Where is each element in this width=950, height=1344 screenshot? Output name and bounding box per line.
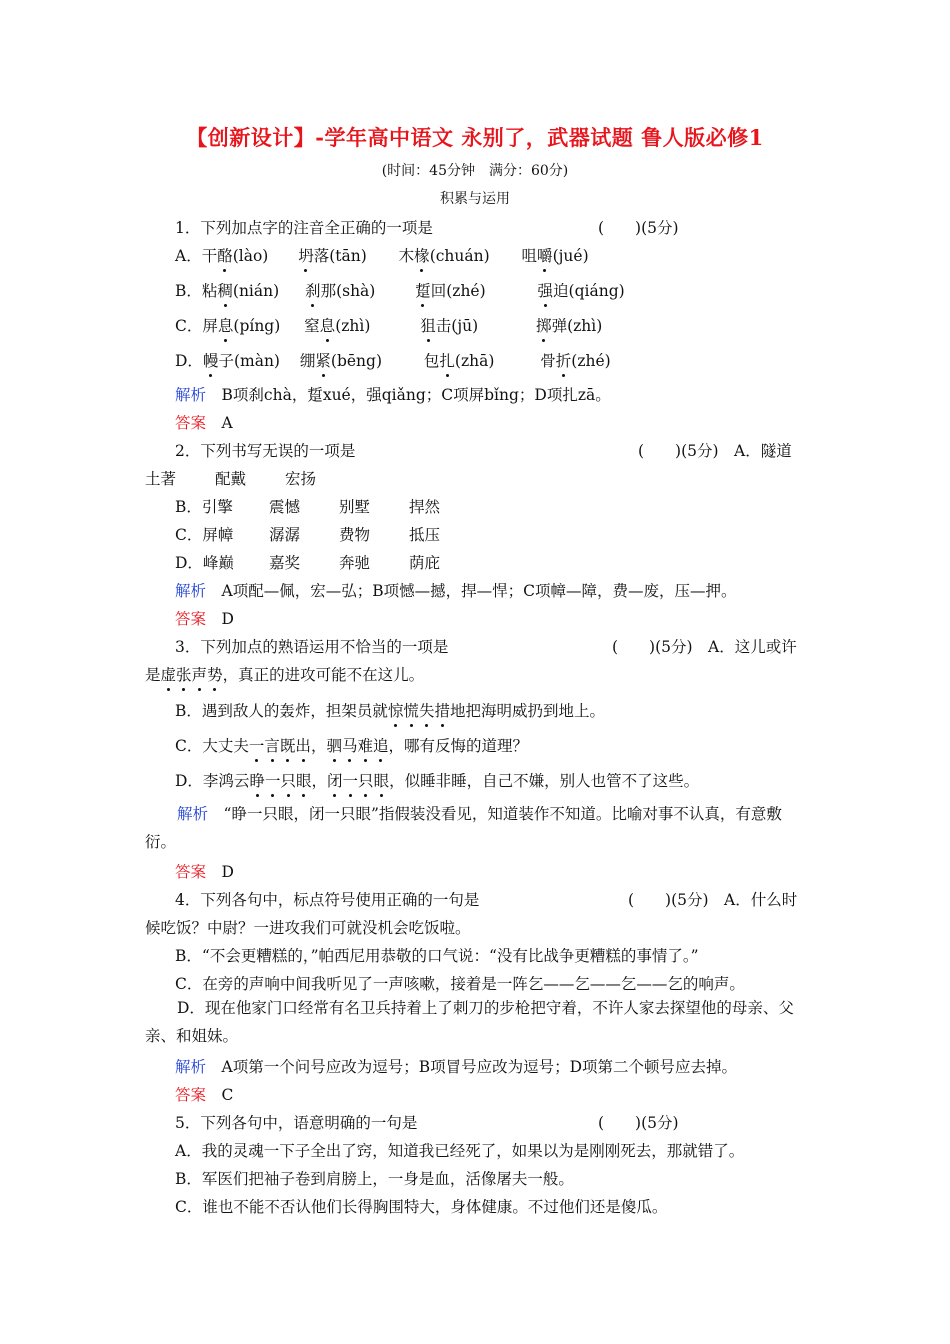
q2-option-d: D．峰巅 嘉奖 奔驰 荫庇 xyxy=(175,554,441,572)
q5-option-c: C．谁也不能不否认他们长得胸围特大，身体健康。不过他们还是傻瓜。 xyxy=(175,1198,668,1216)
section-heading: 积累与运用 xyxy=(440,191,510,207)
q4-option-d: D．现在他家门口经常有名卫兵持着上了刺刀的步枪把守着，不许人家去探望他的母亲、父亲、和姐妹。 xyxy=(145,999,794,1045)
dotted-idiom: 睁一只眼，闭一只眼 xyxy=(249,772,389,790)
q3-option-b: B．遇到敌人的轰炸，担架员就惊慌失措地把海明威扔到地上。 xyxy=(175,699,605,721)
q4-option-b: B．“不会更糟糕的，”帕西尼用恭敬的口气说：“没有比战争更糟糕的事情了。” xyxy=(175,947,699,965)
q4-blank: ( )(5分) A．什么时 xyxy=(628,891,798,909)
q1-stem: 1．下列加点字的注音全正确的一项是 xyxy=(175,219,433,237)
q2-stem: 2．下列书写无误的一项是 xyxy=(175,442,356,460)
q2-option-c: C．屏幛 潺潺 费物 抵压 xyxy=(175,526,441,544)
document-title: 【创新设计】-学年高中语文 永别了，武器试题 鲁人版必修1 xyxy=(186,125,764,150)
q2-blank: ( )(5分) A．隧道 xyxy=(638,442,792,460)
q4-analysis: 解析 A项第一个问号应改为逗号；B项冒号应改为逗号；D项第二个顿号应去掉。 xyxy=(175,1058,738,1076)
q3-analysis: 解析 “睁一只眼，闭一只眼”指假装没看见，知道装作不知道。比喻对事不认真，有意敷衍。 xyxy=(145,805,782,851)
dotted-idiom: 惊慌失措 xyxy=(388,702,450,720)
q1-blank: ( )(5分) xyxy=(598,219,679,237)
q1-answer: 答案 A xyxy=(175,414,233,432)
q2-answer: 答案 D xyxy=(175,610,234,628)
q1-analysis: 解析 B项刹chà，踅xué，强qiǎng；C项屏bǐng；D项扎zā。 xyxy=(175,386,611,404)
q3-answer: 答案 D xyxy=(175,863,234,881)
q3-blank: ( )(5分) A．这儿或许 xyxy=(612,638,797,656)
q5-option-b: B．军医们把袖子卷到肩膀上，一身是血，活像屠夫一般。 xyxy=(175,1170,574,1188)
q1-option-c: C．屏息(píng) 窒息(zhì) 狙击(jū) 掷弹(zhì) xyxy=(175,314,602,336)
q2-option-a-cont: 土著 配戴 宏扬 xyxy=(145,470,317,488)
q1-option-b: B．粘稠(nián) 刹那(shà) 踅回(zhé) 强迫(qiáng) xyxy=(175,279,625,301)
q4-option-c: C．在旁的声响中间我听见了一声咳嗽，接着是一阵乞——乞——乞——乞的响声。 xyxy=(175,975,745,993)
q1-option-d: D．幔子(màn) 绷紧(bēng) 包扎(zhā) 骨折(zhé) xyxy=(175,349,611,371)
q2-analysis: 解析 A项配—佩，宏—弘；B项憾—撼，捍—悍；C项幛—障，费—废，压—押。 xyxy=(175,582,737,600)
q3-option-a-cont: 是虚张声势，真正的进攻可能不在这儿。 xyxy=(145,663,424,685)
time-info: (时间：45分钟 满分：60分) xyxy=(381,163,569,179)
q3-option-c: C．大丈夫一言既出，驷马难追，哪有反悔的道理？ xyxy=(175,734,528,756)
q3-option-d: D．李鸿云睁一只眼，闭一只眼，似睡非睡，自己不嫌，别人也管不了这些。 xyxy=(175,769,699,791)
q1-option-a: A．干酪(lào) 坍落(tān) 木椽(chuán) 咀嚼(jué) xyxy=(175,244,589,266)
q2-option-b: B．引擎 震憾 别墅 捍然 xyxy=(175,498,441,516)
q4-option-a-cont: 候吃饭？中尉？一进攻我们可就没机会吃饭啦。 xyxy=(145,919,471,937)
q4-stem: 4．下列各句中，标点符号使用正确的一句是 xyxy=(175,891,480,909)
q5-blank: ( )(5分) xyxy=(598,1114,679,1132)
dotted-idiom: 虚张声势 xyxy=(161,666,223,684)
q5-option-a: A．我的灵魂一下子全出了窍，知道我已经死了，如果以为是刚刚死去，那就错了。 xyxy=(175,1142,745,1160)
dotted-idiom: 一言既出，驷马难追 xyxy=(249,737,389,755)
q3-stem: 3．下列加点的熟语运用不恰当的一项是 xyxy=(175,638,449,656)
q5-stem: 5．下列各句中，语意明确的一句是 xyxy=(175,1114,418,1132)
q4-answer: 答案 C xyxy=(175,1086,234,1104)
